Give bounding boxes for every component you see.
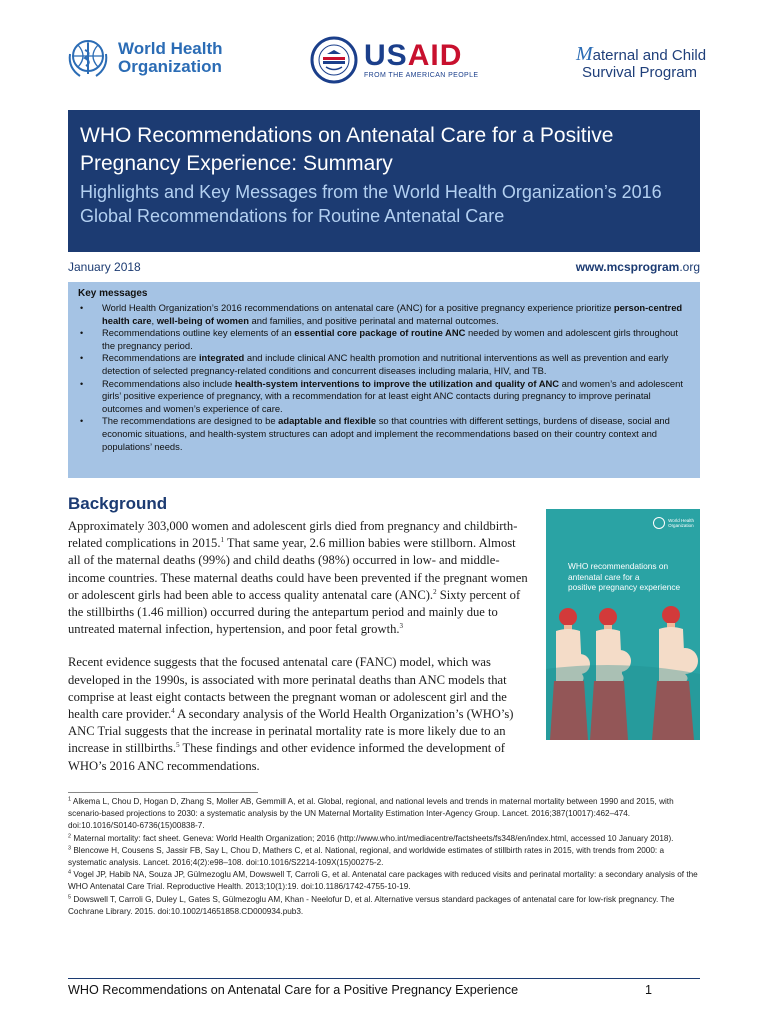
body-text: These findings and other evidence informed the development of WHO’s 2016 ANC recommendations. [68, 741, 505, 773]
publication-date: January 2018 [68, 260, 141, 274]
bullet-icon: • [80, 353, 84, 364]
who-wordmark-line2: Organization [118, 57, 222, 76]
footnote [68, 869, 700, 893]
footnote-reference[interactable]: 2 [433, 587, 437, 596]
key-message-text: Recommendations are [102, 352, 199, 364]
footnote-text: Alkema L, Chou D, Hogan D, Zhang S, Moller AB, Gemmill A, et al. Global, regional, and national levels and trends in maternal mortality between 1990 and 2015, with scenario-based projections to 2030: a systematic analysis by the UN Maternal Mortality Estimation Inter-Agency Group. Lancet. 2016;387(10017):462–474. doi:10.1016/S0140-6736(15)00838-7. [68, 797, 674, 831]
bullet-icon: • [80, 416, 84, 427]
body-paragraph [68, 654, 528, 774]
footnote-text: Maternal mortality: fact sheet. Geneva: World Health Organization; 2016 (http://www.who.int/mediacentre/factsheets/fs348/en/index.html, accessed 10 January 2018). [71, 833, 674, 843]
body-text: That same year, 2.6 million babies were stillborn. Almost all of the maternal deaths (99%) and child deaths (98%) occurred in low- and middle-income countries. These maternal deaths could have been prevented if the pregnant women or adolescent girls had been able to access quality antenatal care (ANC). [68, 536, 528, 602]
who-emblem-icon [64, 34, 112, 82]
footnote [68, 894, 700, 918]
key-message-emphasis: well-being of women [156, 314, 249, 326]
who-logo [64, 34, 223, 82]
key-messages-heading: Key messages [78, 288, 148, 299]
body-text: A secondary analysis of the World Health Organization’s (WHO’s) ANC Trial suggests that the increase in perinatal mortality rate is more likely due to an increase in stillbirths. [68, 707, 514, 756]
key-message-item [76, 302, 692, 327]
key-messages-list [76, 302, 692, 453]
footnote-text: Blencowe H, Cousens S, Jassir FB, Say L, Chou D, Mathers C, et al. National, regional, and worldwide estimates of stillbirth rates in 2015, with trends from 2000: a systematic analysis. Lancet. 2016;4(2):e98–108. doi:10.1016/S2214-109X(15)00275-2. [68, 845, 665, 868]
usaid-seal-icon [310, 36, 358, 84]
page-title: WHO Recommendations on Antenatal Care for a Positive Pregnancy Experience: Summary [80, 124, 614, 175]
key-message-emphasis: integrated [198, 352, 245, 364]
footnote-divider [68, 792, 258, 793]
background-body [68, 518, 528, 791]
footnote-text: Dowswell T, Carroli G, Duley L, Gates S, Gülmezoglu AM, Khan - Neelofur D, et al. Alternative versus standard packages of antenatal care for low-risk pregnancy. The Cochrane Library. 2015. doi:10.1002/14651858.CD000934.pub3. [68, 894, 675, 916]
page-number: 1 [644, 983, 652, 997]
usaid-logo [310, 36, 479, 84]
mcsp-line2: Survival Program [582, 64, 698, 81]
cover-who-line1: World Health [668, 518, 694, 523]
section-heading-background: Background [68, 494, 168, 513]
cover-who-line2: Organization [668, 523, 694, 528]
website-link-tld: .org [679, 260, 700, 274]
who-wordmark-line1: World Health [118, 39, 223, 58]
footnote-number: 2 [68, 832, 72, 839]
body-text: Approximately 303,000 women and adolescent girls died from pregnancy and childbirth-related complications in 2015. [68, 519, 518, 551]
key-message-text: , [151, 314, 157, 326]
key-message-item [76, 327, 692, 352]
footnote-number: 1 [68, 796, 72, 803]
key-message-text: so that countries with different settings, burdens of disease, social and economic situations, and health-system structures can adopt and implement the recommendations based on their country context and populations’ needs. [102, 415, 670, 452]
logo-bar [0, 0, 768, 110]
key-message-text: and include clinical ANC health promotion and nutritional interventions as well as prevention and early detection of selected pregnancy-related conditions and concurrent diseases including malaria, HIV, and TB. [102, 352, 669, 376]
usaid-wordmark-aid: AID [407, 39, 463, 72]
who-wordmark [118, 40, 223, 76]
cover-title-line3: positive pregnancy experience [568, 582, 681, 592]
usaid-wordmark [364, 41, 479, 71]
key-message-item [76, 415, 692, 453]
body-text: Sixty percent of the stillbirths (1.46 million) occurred during the antepartum period and mainly due to untreated maternal infection, hypertension, and poor fetal growth. [68, 587, 521, 637]
footnote-reference[interactable]: 5 [176, 741, 180, 750]
footnote-number: 4 [68, 869, 72, 876]
bullet-icon: • [80, 378, 84, 389]
mcsp-line1: aternal and Child [592, 47, 707, 64]
footnote [68, 845, 700, 869]
body-paragraph [68, 518, 528, 638]
usaid-wordmark-us: US [364, 39, 408, 72]
footnote-reference[interactable]: 4 [171, 706, 175, 715]
key-message-item [76, 352, 692, 377]
key-message-text: Recommendations outline key elements of an [102, 327, 295, 339]
cover-title-line1: WHO recommendations on [568, 561, 669, 571]
key-message-emphasis: essential core package of routine ANC [294, 327, 466, 339]
footer-title: WHO Recommendations on Antenatal Care for a Positive Pregnancy Experience [68, 983, 519, 997]
website-link-domain: www.mcsprogram [575, 260, 680, 274]
website-link[interactable] [576, 260, 700, 274]
usaid-tagline: FROM THE AMERICAN PEOPLE [364, 72, 479, 79]
page-subtitle: Highlights and Key Messages from the World Health Organization’s 2016 Global Recommendations for Routine Antenatal Care [80, 182, 662, 226]
footnotes [68, 796, 700, 918]
title-banner [68, 110, 700, 252]
footnote [68, 796, 700, 833]
key-message-text: and women’s and adolescent girls’ positive experience of pregnancy, with a recommendation for at least eight ANC contacts during pregnancy to improve perinatal outcomes and women’s experience of care. [102, 377, 683, 414]
mcsp-logo [576, 43, 707, 81]
key-messages-box [68, 282, 700, 478]
footnote-number: 5 [68, 893, 72, 900]
key-message-emphasis: adaptable and flexible [278, 415, 377, 427]
mcsp-initial: M [576, 43, 593, 65]
report-cover-image [546, 509, 700, 740]
footer-divider [68, 978, 700, 979]
key-message-emphasis: person-centred health care [102, 302, 683, 326]
key-message-text: The recommendations are designed to be [102, 415, 279, 427]
key-message-emphasis: health-system interventions to improve the utilization and quality of ANC [234, 377, 560, 389]
footnote-number: 3 [68, 845, 72, 852]
body-text: Recent evidence suggests that the focused antenatal care (FANC) model, which was developed in the 1990s, is associated with more perinatal deaths than ANC models that comprise at least eight contacts between the pregnant woman or adolescent girl and the health care provider. [68, 655, 507, 722]
key-message-text: needed by women and adolescent girls throughout the pregnancy period. [102, 327, 679, 351]
cover-illustration [546, 509, 700, 740]
bullet-icon: • [80, 328, 84, 339]
key-message-text: and families, and positive perinatal and maternal outcomes. [248, 314, 499, 326]
bullet-icon: • [80, 303, 84, 313]
key-message-item [76, 378, 692, 416]
footnote [68, 833, 700, 845]
footnote-reference[interactable]: 1 [220, 536, 224, 545]
cover-title-line2: antenatal care for a [568, 571, 640, 582]
key-message-text: World Health Organization’s 2016 recommendations on antenatal care (ANC) for a positive pregnancy experience prioritize [102, 302, 614, 313]
footnote-reference[interactable]: 3 [399, 622, 404, 631]
footnote-text: Vogel JP, Habib NA, Souza JP, Gülmezoglu AM, Dowswell T, Carroli G, et al. Antenatal care packages with reduced visits and perinatal mortality: a secondary analysis of the WHO Antenatal Care Trial. Reproductive Health. 2013;10(1):19. doi:10.1186/1742-4755-10-19. [68, 870, 698, 892]
key-message-text: Recommendations also include [102, 377, 235, 389]
